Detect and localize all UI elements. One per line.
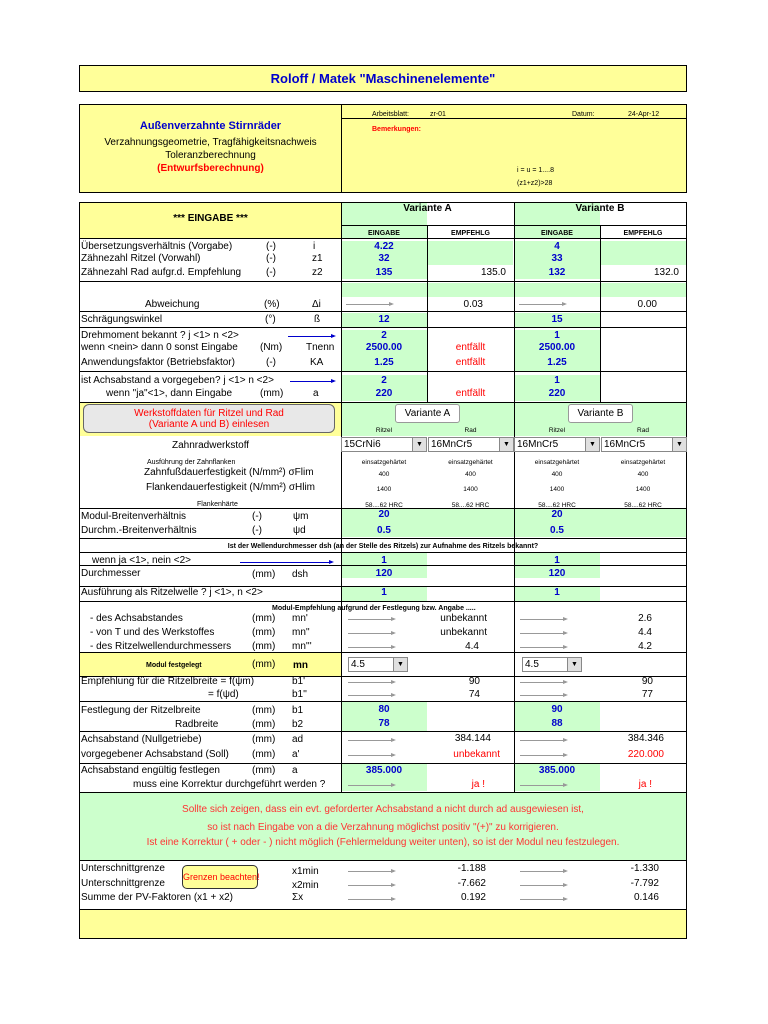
m1-sym: mn' <box>292 613 308 624</box>
rad-a-label: Rad <box>464 427 477 434</box>
col-eingabe-b: EINGABE <box>541 230 573 237</box>
wennja-b-input[interactable]: 1 <box>554 555 560 566</box>
durchm-b-input[interactable]: 120 <box>548 568 566 579</box>
tnenn-a-empf: entfällt <box>455 342 486 353</box>
variante-b-button[interactable]: Variante B <box>568 404 633 423</box>
b1e2-b: 77 <box>641 689 653 700</box>
tnenn-a-input[interactable]: 2500.00 <box>365 342 403 353</box>
psid-a-input[interactable]: 0.5 <box>377 525 391 536</box>
col-eingabe-a: EINGABE <box>368 230 400 237</box>
eingabe-header: *** EINGABE *** <box>173 213 248 224</box>
aend-a-input[interactable]: 385.000 <box>365 765 403 776</box>
b2-a-input[interactable]: 78 <box>378 718 390 729</box>
wellendurchmesser-question: Ist der Wellendurchmesser dsh (an der Stelle des Ritzels) zur Aufnahme des Ritzels bekannt? <box>227 543 539 550</box>
title-bar <box>79 65 687 92</box>
chevron-down-icon[interactable]: ▼ <box>412 438 426 451</box>
material-a-ritzel-value: 15CrNi6 <box>344 439 381 450</box>
z2-unit: (-) <box>266 267 276 278</box>
psim-sym: ψm <box>293 511 309 522</box>
beta-label: Schrägungswinkel <box>81 314 163 325</box>
ad-label: Achsabstand (Nullgetriebe) <box>81 734 202 745</box>
beta-sym: ß <box>314 314 321 325</box>
b1e-label: Empfehlung für die Ritzelbreite = f(ψm) <box>81 676 255 687</box>
b1e-a: 90 <box>468 676 480 687</box>
tnenn-sym: Tnenn <box>306 342 335 353</box>
z2-label: Zähnezahl Rad aufgr.d. Empfehlung <box>81 267 242 278</box>
chevron-down-icon[interactable]: ▼ <box>393 658 407 671</box>
main-table <box>79 202 687 939</box>
fuss-a2: 400 <box>465 471 476 478</box>
haerte-b2: 58....62 HRC <box>624 502 662 509</box>
material-b-ritzel-value: 16MnCr5 <box>517 439 559 450</box>
abw-sym: Δi <box>312 299 321 310</box>
datum-label: Datum: <box>572 111 595 118</box>
x2-b: -7.792 <box>630 878 659 889</box>
ausfuehrung-label: Ausführung der Zahnflanken <box>147 459 236 466</box>
chevron-down-icon[interactable]: ▼ <box>672 438 686 451</box>
modul-b-value: 4.5 <box>525 659 539 670</box>
b1e2-label: = f(ψd) <box>208 689 239 700</box>
psid-b-input[interactable]: 0.5 <box>550 525 564 536</box>
header-line-2: Toleranzberechnung <box>165 150 256 161</box>
asoll-unit: (mm) <box>252 749 276 760</box>
durchm-unit: (mm) <box>252 569 276 580</box>
ad-a: 384.144 <box>454 733 491 744</box>
chevron-down-icon[interactable]: ▼ <box>499 438 513 451</box>
x1-label: Unterschnittgrenze <box>81 863 165 874</box>
flanken-label: Flankendauerfestigkeit (N/mm²) σHlim <box>146 482 315 493</box>
ka-unit: (-) <box>266 357 276 368</box>
drehm-label: Drehmoment bekannt ? j <1> n <2> <box>81 330 239 341</box>
aend-unit: (mm) <box>252 765 276 776</box>
x1-sym: x1min <box>292 866 319 877</box>
achsa-sym: a <box>313 388 319 399</box>
tnenn-label: wenn <nein> dann 0 sonst Eingabe <box>81 342 238 353</box>
m1-unit: (mm) <box>252 613 276 624</box>
ausf-a2: einsatzgehärtet <box>448 459 493 466</box>
m3-b-empf: 4.2 <box>638 641 652 652</box>
ritzelw-b-input[interactable]: 1 <box>554 587 560 598</box>
ausf-a1: einsatzgehärtet <box>361 459 407 466</box>
aend-b-input[interactable]: 385.000 <box>538 765 576 776</box>
m3-a-empf: 4.4 <box>465 641 479 652</box>
asoll-b: 220.000 <box>627 749 664 760</box>
datum-value: 24-Apr-12 <box>628 111 660 118</box>
ritzel-b-label: Ritzel <box>548 427 566 434</box>
z2-b-input[interactable]: 132 <box>548 267 566 278</box>
z2-a-input[interactable]: 135 <box>375 267 393 278</box>
aend-sym: a <box>292 765 298 776</box>
header-section <box>79 104 687 193</box>
z1-sym: z1 <box>312 253 323 264</box>
ka-b-input[interactable]: 1.25 <box>547 357 567 368</box>
wennja-label: wenn ja <1>, nein <2> <box>92 555 191 566</box>
haerte-b1: 58....62 HRC <box>538 502 576 509</box>
ritzelwelle-label: Ausführung als Ritzelwelle ? j <1>, n <2> <box>81 587 263 598</box>
m1-b-empf: 2.6 <box>638 613 652 624</box>
m3-unit: (mm) <box>252 641 276 652</box>
korr-a: ja ! <box>471 779 485 790</box>
variante-b-header: Variante B <box>575 203 625 214</box>
abw-label: Abweichung <box>145 299 200 310</box>
ka-label: Anwendungsfaktor (Betriebsfaktor) <box>81 357 235 368</box>
hinweis-line-3: Ist eine Korrektur ( + oder - ) nicht möglich (Fehlermeldung weiter unten), so ist der Modul neu festzulegen. <box>146 837 620 848</box>
achsa-b-input[interactable]: 220 <box>548 388 566 399</box>
ad-unit: (mm) <box>252 734 276 745</box>
ausf-b1: einsatzgehärtet <box>534 459 580 466</box>
ka-a-input[interactable]: 1.25 <box>374 357 394 368</box>
z1-label: Zähnezahl Ritzel (Vorwahl) <box>81 253 201 264</box>
ausf-b2: einsatzgehärtet <box>620 459 666 466</box>
x1-b: -1.330 <box>630 863 659 874</box>
durchm-a-input[interactable]: 120 <box>375 568 393 579</box>
korr-b: ja ! <box>638 779 652 790</box>
korr-label: muss eine Korrektur durchgeführt werden ? <box>133 779 326 790</box>
note-sum-teeth: (z1+z2)>28 <box>517 180 553 187</box>
b1-sym: b1 <box>292 705 304 716</box>
zahnradwerkstoff-label: Zahnradwerkstoff <box>172 440 250 451</box>
mfest-sym: mn <box>293 660 308 671</box>
abw-a-empf: 0.03 <box>463 299 483 310</box>
m1-label: - des Achsabstandes <box>90 613 183 624</box>
sum-b: 0.146 <box>633 892 659 903</box>
tnenn-unit: (Nm) <box>260 342 283 353</box>
psid-label: Durchm.-Breitenverhältnis <box>81 525 197 536</box>
ueber-b-input[interactable]: 4 <box>554 241 560 252</box>
section-heading: Außenverzahnte Stirnräder <box>139 120 282 132</box>
m2-a-empf: unbekannt <box>440 627 487 638</box>
abw-b-empf: 0.00 <box>637 299 657 310</box>
m2-sym: mn'' <box>292 627 310 638</box>
b1-b-input[interactable]: 90 <box>551 704 563 715</box>
arbeitsblatt-value: zr-01 <box>430 111 446 118</box>
achsv-b-input[interactable]: 1 <box>554 375 560 386</box>
ad-sym: ad <box>292 734 304 745</box>
sum-sym: Σx <box>292 892 304 903</box>
ka-sym: KA <box>310 357 324 368</box>
asoll-sym: a' <box>292 749 300 760</box>
material-a-rad-value: 16MnCr5 <box>431 439 473 450</box>
sum-label: Summe der PV-Faktoren (x1 + x2) <box>81 892 234 903</box>
col-empfehlg-a: EMPFEHLG <box>451 230 490 237</box>
m2-b-empf: 4.4 <box>638 627 652 638</box>
zahnfuss-label: Zahnfußdauerfestigkeit (N/mm²) σFlim <box>144 467 314 478</box>
grenzen-beachten-note <box>182 865 258 889</box>
x2-sym: x2min <box>292 880 319 891</box>
arbeitsblatt-label: Arbeitsblatt: <box>372 111 409 118</box>
b1e-b: 90 <box>641 676 653 687</box>
b2-b-input[interactable]: 88 <box>551 718 563 729</box>
psim-b-input[interactable]: 20 <box>551 509 563 520</box>
b1e2-sym: b1'' <box>292 689 307 700</box>
material-b-rad-select[interactable] <box>601 437 687 452</box>
asoll-label: vorgegebener Achsabstand (Soll) <box>81 749 229 760</box>
x2-a: -7.662 <box>457 878 486 889</box>
note-ratio: i = u = 1....8 <box>517 167 554 174</box>
flank-a1: 1400 <box>376 486 392 493</box>
material-b-ritzel-select[interactable] <box>514 437 600 452</box>
ritzelw-a-input[interactable]: 1 <box>381 587 387 598</box>
achsv-label: ist Achsabstand a vorgegeben? j <1> n <2> <box>81 375 274 386</box>
fuss-b1: 400 <box>551 471 563 478</box>
z1-unit: (-) <box>266 253 276 264</box>
hinweis-line-2: so ist nach Eingabe von a die Verzahnung möglichst positiv "(+)" zu korrigieren. <box>207 822 559 833</box>
beta-unit: (°) <box>265 314 276 325</box>
psim-label: Modul-Breitenverhältnis <box>81 511 187 522</box>
page-title: Roloff / Matek "Maschinenelemente" <box>270 71 496 86</box>
tnenn-b-input[interactable]: 2500.00 <box>538 342 576 353</box>
bemerkungen-label: Bemerkungen: <box>372 126 422 133</box>
m2-label: - von T und des Werkstoffes <box>90 627 215 638</box>
abw-unit: (%) <box>264 299 280 310</box>
modul-festgelegt-label: Modul festgelegt <box>146 662 202 669</box>
ritzel-a-label: Ritzel <box>375 427 393 434</box>
b2-sym: b2 <box>292 719 304 730</box>
fuss-a1: 400 <box>378 471 390 478</box>
b1e2-a: 74 <box>468 689 480 700</box>
durchm-sym: dsh <box>292 569 309 580</box>
z2-a-empf: 135.0 <box>480 267 506 278</box>
psim-a-input[interactable]: 20 <box>378 509 390 520</box>
achsa-a-input[interactable]: 220 <box>375 388 393 399</box>
variante-a-button[interactable]: Variante A <box>395 404 460 423</box>
ka-a-empf: entfällt <box>455 357 486 368</box>
aend-label: Achsabstand engültig festlegen <box>81 765 220 776</box>
rad-b-label: Rad <box>637 427 649 434</box>
werkstoff-button-line-2: (Variante A und B) einlesen <box>148 419 270 430</box>
flank-b2: 1400 <box>635 486 651 493</box>
variante-a-header: Variante A <box>403 203 452 214</box>
drehm-b-input[interactable]: 1 <box>554 330 560 341</box>
haerte-label: Flankenhärte <box>197 501 238 508</box>
grenzen-text: Grenzen beachten! <box>183 872 260 882</box>
z2-sym: z2 <box>312 267 323 278</box>
z2-b-empf: 132.0 <box>653 267 679 278</box>
beta-b-input[interactable]: 15 <box>551 314 563 325</box>
b1-label: Festlegung der Ritzelbreite <box>81 705 201 716</box>
haerte-a1: 58....62 HRC <box>365 502 403 509</box>
z1-b-input[interactable]: 33 <box>551 253 563 264</box>
hinweis-line-1: Sollte sich zeigen, dass ein evt. geforderter Achsabstand a nicht durch ad ausgewiesen ist, <box>182 804 584 815</box>
col-empfehlg-b: EMPFEHLG <box>623 230 663 237</box>
ueber-a-input[interactable]: 4.22 <box>374 241 394 252</box>
flank-b1: 1400 <box>549 486 565 493</box>
m2-unit: (mm) <box>252 627 276 638</box>
material-a-rad-select[interactable] <box>428 437 514 452</box>
b1-unit: (mm) <box>252 705 276 716</box>
modul-a-select[interactable] <box>348 657 408 672</box>
modul-a-value: 4.5 <box>351 659 365 670</box>
achsa-label: wenn "ja"<1>, dann Eingabe <box>106 388 233 399</box>
psid-sym: ψd <box>293 525 306 536</box>
durchmesser-label: Durchmesser <box>81 568 141 579</box>
x1-a: -1.188 <box>457 863 486 874</box>
b1-a-input[interactable]: 80 <box>378 704 390 715</box>
m1-a-empf: unbekannt <box>440 613 487 624</box>
material-a-ritzel-select[interactable] <box>341 437 427 452</box>
asoll-a: unbekannt <box>453 749 500 760</box>
psim-unit: (-) <box>252 511 262 522</box>
ad-b: 384.346 <box>627 733 664 744</box>
mfest-unit: (mm) <box>252 659 276 670</box>
fuss-b2: 400 <box>637 471 649 478</box>
achsa-unit: (mm) <box>260 388 284 399</box>
m3-sym: mn''' <box>292 641 312 652</box>
header-line-1: Verzahnungsgeometrie, Tragfähigkeitsnachweis <box>104 137 317 148</box>
x2-label: Unterschnittgrenze <box>81 878 165 889</box>
m3-label: - des Ritzelwellendurchmessers <box>90 641 232 652</box>
achsv-a-input[interactable]: 2 <box>381 375 387 386</box>
ueber-label: Übersetzungsverhältnis (Vorgabe) <box>81 241 233 252</box>
chevron-down-icon[interactable]: ▼ <box>567 658 581 671</box>
achsa-a-empf: entfällt <box>455 388 486 399</box>
b2-label: Radbreite <box>175 719 219 730</box>
drehm-a-input[interactable]: 2 <box>381 330 387 341</box>
header-line-3: (Entwurfsberechnung) <box>157 163 264 174</box>
modul-b-select[interactable] <box>522 657 582 672</box>
werkstoff-load-button[interactable] <box>83 404 335 433</box>
wennja-a-input[interactable]: 1 <box>381 555 387 566</box>
psid-unit: (-) <box>252 525 262 536</box>
flank-a2: 1400 <box>463 486 478 493</box>
ueber-unit: (-) <box>266 241 276 252</box>
sum-a: 0.192 <box>460 892 486 903</box>
haerte-a2: 58....62 HRC <box>451 502 490 509</box>
z1-a-input[interactable]: 32 <box>378 253 390 264</box>
modul-empfehlung-title: Modul-Empfehlung aufgrund der Festlegung bzw. Angabe ..... <box>272 605 476 612</box>
b2-unit: (mm) <box>252 719 276 730</box>
material-b-rad-value: 16MnCr5 <box>604 439 646 450</box>
werkstoff-button-line-1: Werkstoffdaten für Ritzel und Rad <box>134 408 284 419</box>
chevron-down-icon[interactable]: ▼ <box>585 438 599 451</box>
b1e-sym: b1' <box>292 676 306 687</box>
ueber-sym: i <box>313 241 316 252</box>
beta-a-input[interactable]: 12 <box>378 314 390 325</box>
